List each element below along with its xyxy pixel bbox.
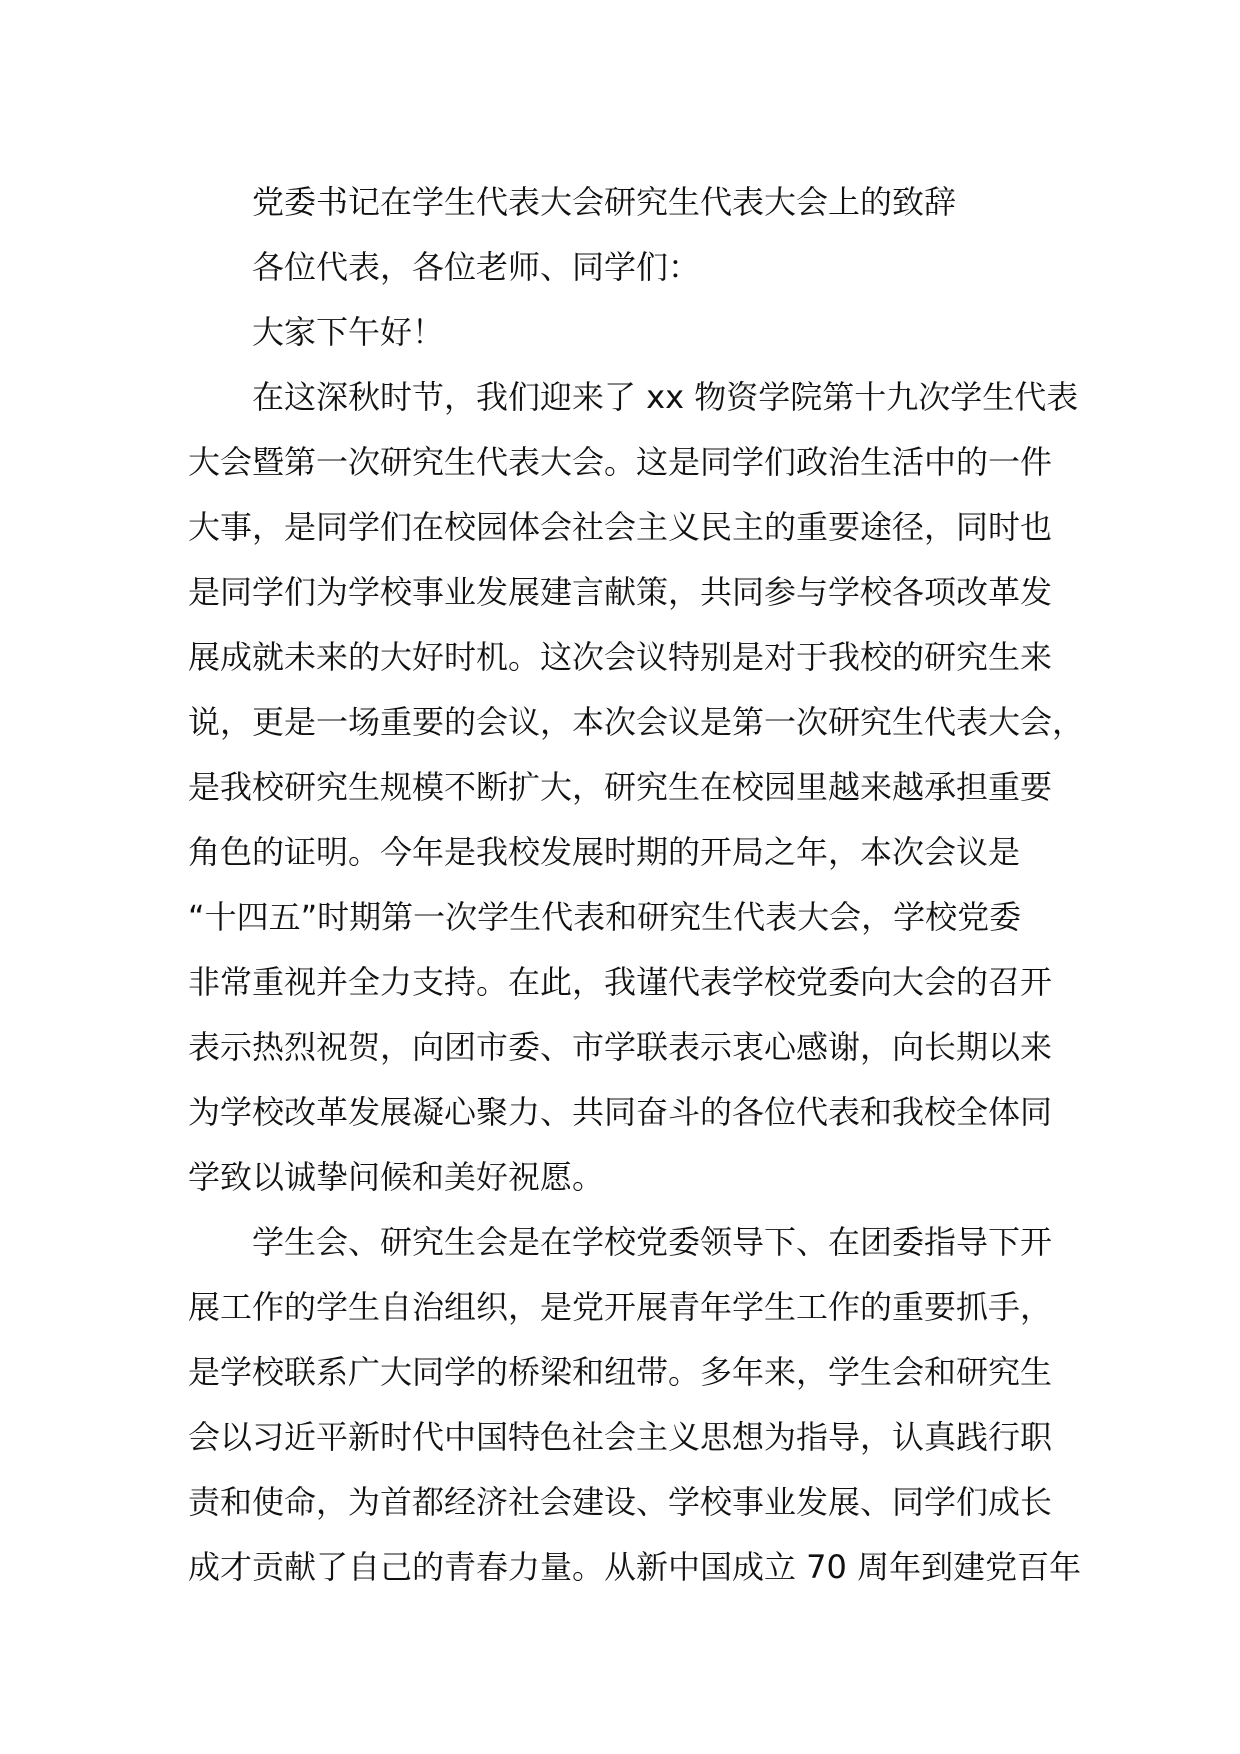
- paragraph-1-line-4: 是同学们为学校事业发展建言献策，共同参与学校各项改革发: [188, 573, 1053, 611]
- paragraph-1-line-12: 为学校改革发展凝心聚力、共同奋斗的各位代表和我校全体同: [188, 1093, 1053, 1131]
- paragraph-1-line-6: 说，更是一场重要的会议，本次会议是第一次研究生代表大会，: [188, 703, 1085, 741]
- document-body: [188, 170, 1085, 1600]
- paragraph-2-line-6: 成才贡献了自己的青春力量。从新中国成立 70 周年到建党百年: [188, 1548, 1082, 1586]
- document-title: 党委书记在学生代表大会研究生代表大会上的致辞: [252, 183, 957, 221]
- paragraph-1-line-11: 表示热烈祝贺，向团市委、市学联表示衷心感谢，向长期以来: [188, 1028, 1053, 1066]
- paragraph-1-line-3: 大事，是同学们在校园体会社会主义民主的重要途径，同时也: [188, 508, 1053, 546]
- paragraph-2-line-3: 是学校联系广大同学的桥梁和纽带。多年来，学生会和研究生: [188, 1353, 1053, 1391]
- paragraph-1-line-9: “十四五”时期第一次学生代表和研究生代表大会，学校党委: [188, 898, 1022, 936]
- paragraph-2-line-2: 展工作的学生自治组织，是党开展青年学生工作的重要抓手，: [188, 1288, 1053, 1326]
- paragraph-1-line-7: 是我校研究生规模不断扩大，研究生在校园里越来越承担重要: [188, 768, 1053, 806]
- paragraph-1-line-8: 角色的证明。今年是我校发展时期的开局之年，本次会议是: [188, 833, 1021, 871]
- paragraph-1-line-2: 大会暨第一次研究生代表大会。这是同学们政治生活中的一件: [188, 443, 1053, 481]
- paragraph-1-line-5: 展成就未来的大好时机。这次会议特别是对于我校的研究生来: [188, 638, 1053, 676]
- paragraph-2-line-1: 学生会、研究生会是在学校党委领导下、在团委指导下开: [252, 1223, 1053, 1261]
- salutation-line: 各位代表，各位老师、同学们：: [252, 248, 701, 286]
- paragraph-2-line-5: 责和使命，为首都经济社会建设、学校事业发展、同学们成长: [188, 1483, 1053, 1521]
- paragraph-2-line-4: 会以习近平新时代中国特色社会主义思想为指导，认真践行职: [188, 1418, 1053, 1456]
- greeting-line: 大家下午好！: [252, 313, 445, 351]
- paragraph-1-line-10: 非常重视并全力支持。在此，我谨代表学校党委向大会的召开: [188, 963, 1053, 1001]
- paragraph-1-line-1: 在这深秋时节，我们迎来了 xx 物资学院第十九次学生代表: [252, 378, 1079, 416]
- paragraph-1-line-13: 学致以诚挚问候和美好祝愿。: [188, 1158, 605, 1196]
